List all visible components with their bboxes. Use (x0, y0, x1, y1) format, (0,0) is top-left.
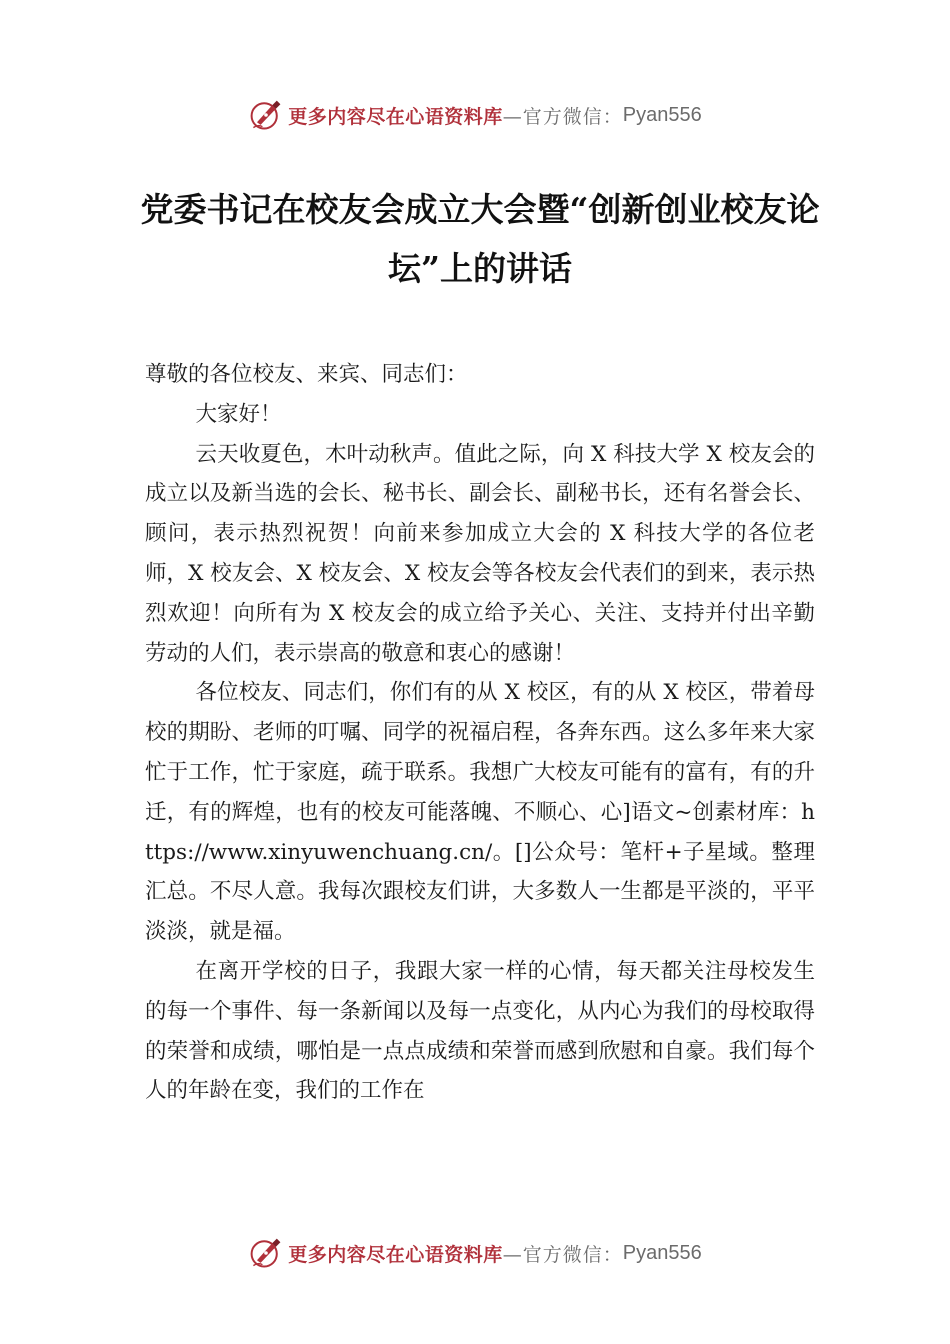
salutation: 尊敬的各位校友、来宾、同志们： (145, 362, 468, 387)
paragraph-greeting: 大家好！ (195, 401, 282, 427)
paragraph-alumni: 各位校友、同志们，你们有的从 X 校区，有的从 X 校区，带着母校的期盼、老师的叮嘱、同学的祝福启程，各奔东西。这么多年来大家忙于工作，忙于家庭，疏于联系。我想广大校友可能有的富有，有的升迁，有的辉煌，也有的校友可能落魄、不顺心、心]语文~创素材库：https://www.xinyuwenchuang.cn/。[]公众号：笔杆+子星域。整理汇总。不尽人意。我每次跟校友们讲，大多数人一生都是平淡的，平平淡淡，就是福。 (145, 680, 815, 945)
banner-wechat-id: Pyan556 (622, 103, 702, 126)
banner-site-name: 更多内容尽在心语资料库 (288, 105, 503, 128)
paragraph-reflection: 在离开学校的日子，我跟大家一样的心情，每天都关注母校发生的每一个事件、每一条新闻以及每一点变化，从内心为我们的母校取得的荣誉和成绩，哪怕是一点点成绩和荣誉而感到欣慰和自豪。我们每个人的年龄在变，我们的工作在 (145, 958, 815, 1104)
banner-wechat-id: Pyan556 (622, 1241, 702, 1264)
pen-nib-logo-icon (248, 97, 284, 133)
header-banner (0, 95, 950, 135)
banner-site-name: 更多内容尽在心语资料库 (288, 1243, 503, 1266)
document-title: 党委书记在校友会成立大会暨“创新创业校友论坛”上的讲话 (140, 190, 820, 288)
document-body (145, 355, 815, 1111)
footer-banner (0, 1233, 950, 1273)
pen-nib-logo-icon (248, 1235, 284, 1271)
banner-wechat-label: —官方微信： (502, 1243, 623, 1266)
paragraph-congratulations: 云天收夏色，木叶动秋声。值此之际，向 X 科技大学 X 校友会的成立以及新当选的会长、秘书长、副会长、副秘书长，还有名誉会长、顾问，表示热烈祝贺！向前来参加成立大会的 X 科技大学的各位老师，X 校友会、X 校友会、X 校友会等各校友会代表们的到来，表示热烈欢迎！向所有为 X 校友会的成立给予关心、关注、支持并付出辛勤劳动的人们，表示崇高的敬意和衷心的感谢！ (145, 441, 815, 666)
banner-wechat-label: —官方微信： (502, 105, 623, 128)
